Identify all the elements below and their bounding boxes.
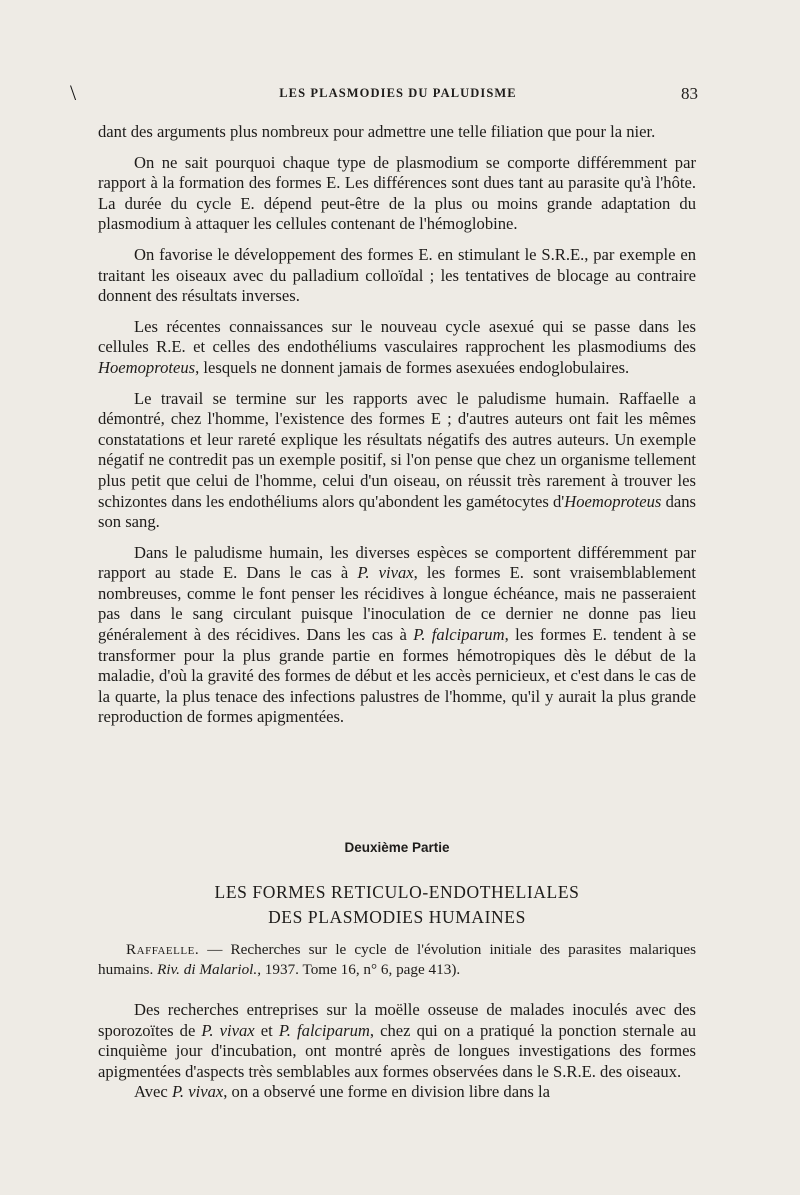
italic-species: P. vivax	[201, 1020, 255, 1040]
running-title: LES PLASMODIES DU PALUDISME	[279, 86, 517, 100]
paragraph: On favorise le développement des formes E. en stimulant le S.R.E., par exemple en traitant les oiseaux avec du palladium colloïdal ; les tentatives de blocage au contraire donnent des résultats inverses.	[98, 244, 696, 306]
italic-species: P. falciparum	[278, 1020, 370, 1040]
paragraph: Les récentes connaissances sur le nouveau cycle asexué qui se passe dans les cellules R.E. et celles des endothéliums vasculaires rapprochent les plasmodiums des Hoemoproteus, lesquels ne donnent jamais de formes asexuées endoglobulaires.	[98, 316, 696, 377]
bibliographic-reference: Raffaelle. — Recherches sur le cycle de l'évolution initiale des parasites malariques humains. Riv. di Malariol., 1937. Tome 16, n° 6, page 413).	[98, 941, 696, 978]
paragraph: Dans le paludisme humain, les diverses espèces se comportent différemment par rapport au stade E. Dans le cas à P. vivax, les formes E. sont vraisemblablement nombreuses, comme le font penser les récidives à longue échéance, mais ne passeraient pas dans le sang circulant puisque l'inoculation de ce dernier ne donne pas lieu généralement à des récidives. Dans les cas à P. falciparum, les formes E. tendent à se transformer pour la plus grande partie en formes hémotropiques dès le début de la maladie, d'où la gravité des formes de début et les accès pernicieux, et c'est dans le cas de la quarte, la plus tenace des infections palustres de l'homme, qu'il y aurait la plus grande reproduction de formes apigmentées.	[98, 542, 696, 727]
italic-species: P. vivax	[357, 563, 414, 583]
italic-species: P. falciparum	[413, 625, 505, 645]
margin-mark: \	[70, 80, 77, 105]
italic-genus: Hoemoproteus	[564, 491, 662, 511]
body-text-section-2	[98, 1000, 696, 1103]
paragraph: On ne sait pourquoi chaque type de plasmodium se comporte différemment par rapport à la formation des formes E. Les différences sont dues tant au parasite qu'à l'hôte. La durée du cycle E. dépend peut-être de la plus ou moins grande adaptation du plasmodium à attaquer les cellules contenant de l'hémoglobine.	[98, 152, 696, 234]
section-title	[98, 880, 696, 930]
paragraph: dant des arguments plus nombreux pour admettre une telle filiation que pour la nier.	[98, 122, 656, 141]
part-heading: Deuxième Partie	[344, 840, 450, 855]
page-number: 83	[681, 84, 698, 103]
running-header	[98, 86, 698, 108]
section-title-line: LES FORMES RETICULO-ENDOTHELIALES	[214, 882, 580, 902]
body-text	[98, 122, 696, 738]
reference-author: Raffaelle.	[126, 941, 200, 958]
italic-species: P. vivax	[171, 1082, 224, 1101]
italic-genus: Hoemoproteus	[98, 357, 196, 377]
section-title-line: DES PLASMODIES HUMAINES	[268, 907, 526, 927]
reference-journal: Riv. di Malariol.	[157, 961, 258, 978]
paragraph: Le travail se termine sur les rapports avec le paludisme humain. Raffaelle a démontré, chez l'homme, l'existence des formes E ; d'autres auteurs ont fait les mêmes constatations et leur rareté explique les résultats négatifs des autres auteurs. Un exemple négatif ne contredit pas un exemple positif, si l'on pense que chez un organisme tellement plus petit que celui de l'homme, celui d'un oiseau, on réussit très rarement à trouver les schizontes dans les endothéliums alors qu'abondent les gamétocytes d'Hoemoproteus dans son sang.	[98, 388, 696, 532]
paragraph: Avec P. vivax, on a observé une forme en division libre dans la	[134, 1082, 550, 1101]
paragraph: Des recherches entreprises sur la moëlle osseuse de malades inoculés avec des sporozoïtes de P. vivax et P. falciparum, chez qui on a pratiqué la ponction sternale au cinquième jour d'incubation, ont montré après de longues investigations des formes apigmentées d'aspects très semblables aux formes observées dans le S.R.E. des oiseaux.	[98, 1000, 697, 1081]
